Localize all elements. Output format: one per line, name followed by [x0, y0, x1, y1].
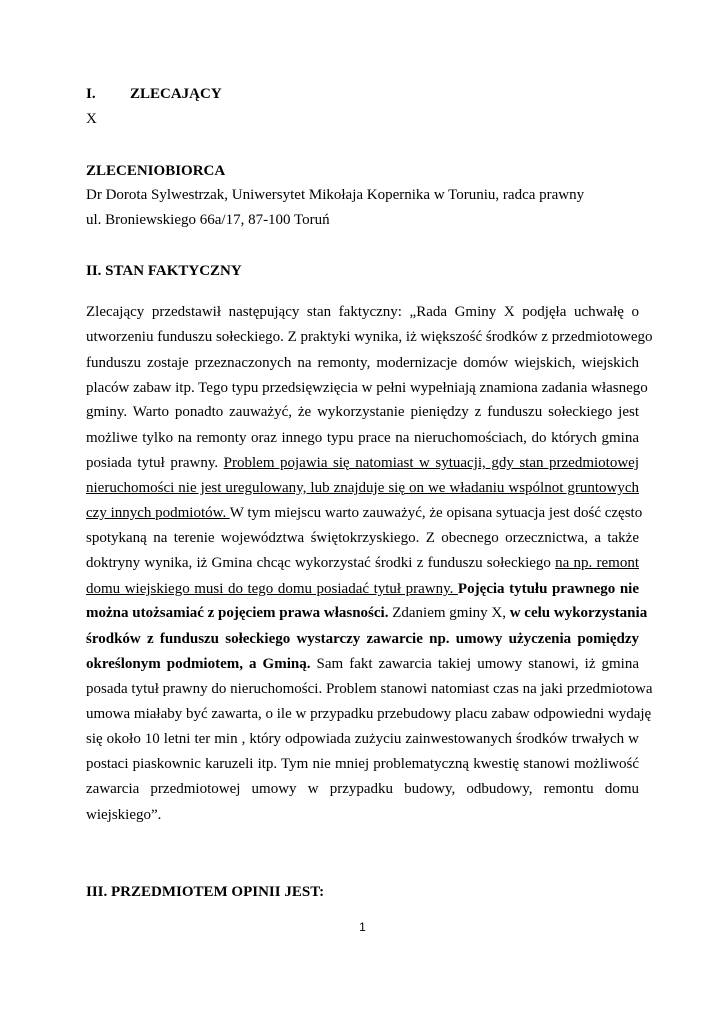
bold-text: w celu wykorzystania: [509, 605, 648, 621]
paragraph-line: posada tytuł prawny do nieruchomości. Problem stanowi natomiast czas na jaki przedmiotowa: [86, 681, 653, 697]
text-run: doktryny wynika, iż Gmina chcąc wykorzystać środki z funduszu sołeckiego: [86, 555, 556, 571]
contractor-heading: ZLECENIOBIORCA: [86, 163, 226, 179]
text-run: posiada tytuł prawny.: [86, 455, 224, 471]
paragraph-line: utworzeniu funduszu sołeckiego. Z praktyki wynika, iż większość środków z przedmiotowego: [86, 329, 653, 345]
paragraph-line: postaci piaskownic karuzeli itp. Tym nie mniej problematyczną kwestię stanowi możliwość: [86, 756, 639, 772]
section-2-title: II. STAN FAKTYCZNY: [86, 263, 242, 279]
paragraph-line: nieruchomości nie jest uregulowany, lub znajduje się on we władaniu wspólnot gruntowych: [86, 480, 639, 496]
section-1-number: I.: [86, 86, 96, 102]
paragraph-line: spotykaną na terenie województwa świętokrzyskiego. Z obecnego orzecznictwa, a także: [86, 530, 639, 546]
text-run: W tym miejscu warto zauważyć, że opisana sytuacja jest dość często: [229, 505, 643, 521]
paragraph-line: [86, 454, 639, 472]
text-run: Zdaniem gminy X,: [388, 605, 510, 621]
section-1-title: ZLECAJĄCY: [130, 86, 222, 102]
underlined-text: czy innych podmiotów.: [86, 505, 230, 521]
paragraph-line: [86, 604, 648, 622]
client-value: X: [86, 111, 97, 127]
paragraph-line: [86, 580, 639, 598]
paragraph-line: [86, 504, 643, 522]
underlined-text: na np. remont: [555, 555, 639, 571]
contractor-name-line: Dr Dorota Sylwestrzak, Uniwersytet Mikołaja Kopernika w Toruniu, radca prawny: [86, 187, 585, 203]
bold-text: określonym podmiotem, a Gminą.: [86, 656, 311, 672]
contractor-address-line: ul. Broniewskiego 66a/17, 87-100 Toruń: [86, 212, 330, 228]
paragraph-line: się około 10 letni ter min , który odpowiada zużyciu zainwestowanych środków trwałych w: [86, 731, 639, 747]
paragraph-line: umowa miałaby być zawarta, o ile w przypadku przebudowy placu zabaw odpowiedni wydaję: [86, 706, 652, 722]
underlined-text: Problem pojawia się natomiast w sytuacji, gdy stan przedmiotowej: [223, 455, 639, 471]
bold-text: można utożsamiać z pojęciem prawa własności.: [86, 605, 389, 621]
paragraph-line: Zlecający przedstawił następujący stan faktyczny: „Rada Gminy X podjęła uchwałę o: [86, 304, 639, 320]
paragraph-line: gminy. Warto ponadto zauważyć, że wykorzystanie pieniędzy z funduszu sołeckiego jest: [86, 404, 639, 420]
bold-text: Pojęcia tytułu prawnego nie: [457, 581, 640, 597]
paragraph-line: [86, 655, 639, 673]
paragraph-line: zawarcia przedmiotowej umowy w przypadku budowy, odbudowy, remontu domu: [86, 781, 639, 797]
text-run: Sam fakt zawarcia takiej umowy stanowi, iż gmina: [310, 656, 639, 672]
paragraph-line: możliwe tylko na remonty oraz innego typu prace na nieruchomościach, do których gmina: [86, 430, 639, 446]
paragraph-line: wiejskiego”.: [86, 807, 162, 823]
section-3-title: III. PRZEDMIOTEM OPINII JEST:: [86, 884, 325, 900]
paragraph-line: funduszu zostaje przeznaczonych na remonty, modernizacje domów wiejskich, wiejskich: [86, 355, 639, 371]
page-number: 1: [359, 920, 366, 934]
paragraph-line: placów zabaw itp. Tego typu przedsięwzięcia w pełni wypełniają znamiona zadania własnego: [86, 380, 648, 396]
paragraph-line: [86, 554, 639, 572]
paragraph-line: środków z funduszu sołeckiego wystarczy zawarcie np. umowy użyczenia pomiędzy: [86, 631, 639, 647]
underlined-text: domu wiejskiego musi do tego domu posiadać tytuł prawny.: [86, 581, 458, 597]
